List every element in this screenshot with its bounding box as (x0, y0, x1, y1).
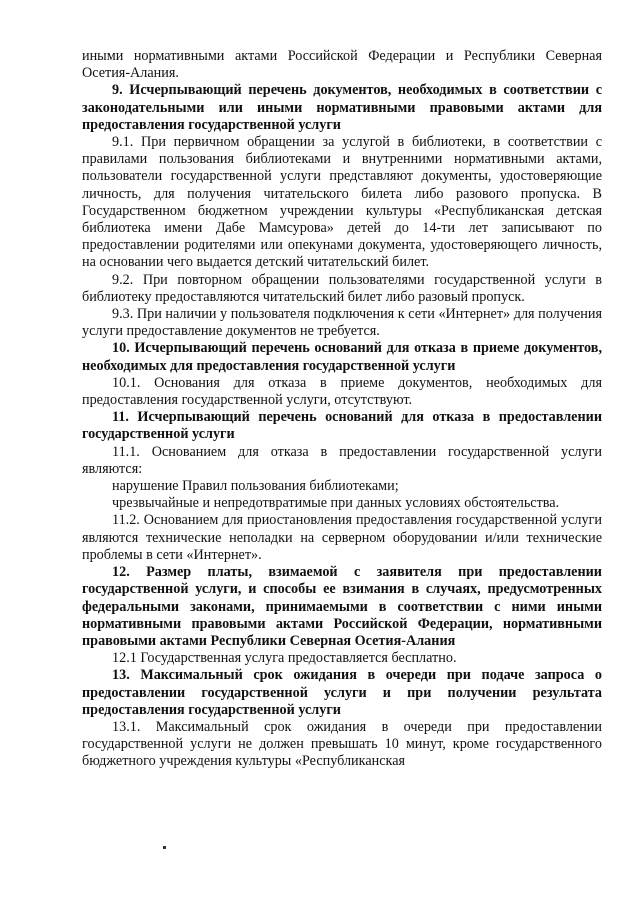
paragraph-11-2: 11.2. Основанием для приостановления предоставления государственной услуги являются технические неполадки на серверном оборудовании и/или технические проблемы в сети «Интернет». (82, 512, 602, 563)
section-heading-9: 9. Исчерпывающий перечень документов, необходимых в соответствии с законодательными или иными нормативными правовыми актами для предоставления государственной услуги (82, 82, 602, 133)
section-heading-10: 10. Исчерпывающий перечень оснований для отказа в приеме документов, необходимых для предоставления государственной услуги (82, 340, 602, 374)
paragraph-12-1: 12.1 Государственная услуга предоставляется бесплатно. (112, 650, 457, 667)
paragraph-11-1-item-2: чрезвычайные и непредотвратимые при данных условиях обстоятельства. (112, 495, 560, 512)
paragraph-11-1: 11.1. Основанием для отказа в предоставлении государственной услуги являются: (82, 443, 602, 477)
scan-speck (163, 846, 166, 849)
paragraph-10-1: 10.1. Основания для отказа в приеме документов, необходимых для предоставления государственной услуги, отсутствуют. (82, 374, 602, 409)
section-heading-13: 13. Максимальный срок ожидания в очереди при подаче запроса о предоставлении государственной услуги и при получении результата предоставления государственной услуги (82, 667, 602, 718)
paragraph-9-1: 9.1. При первичном обращении за услугой в библиотеки, в соответствии с правилами пользования библиотеками и внутренними нормативными актами, пользователи государственной услуги представляют документы, удостоверяющие личность, для получения читательского билета либо разового пропуска. В Государственном бюджетном учреждении культуры «Республиканская детская библиотека имени Дабе Мамсурова» детей до 14-ти лет записывают по предоставлении родителями или опекунами документа, удостоверяющего личность, на основании чего выдается детский читательский билет. (82, 134, 602, 271)
paragraph-continuation: иными нормативными актами Российской Федерации и Республики Северная Осетия-Алания. (82, 48, 602, 82)
paragraph-9-3: 9.3. При наличии у пользователя подключения к сети «Интернет» для получения услуги предоставление документов не требуется. (82, 306, 602, 340)
paragraph-13-1: 13.1. Максимальный срок ожидания в очереди при предоставлении государственной услуги не должен превышать 10 минут, кроме государственного бюджетного учреждения культуры «Республиканская (82, 718, 602, 770)
paragraph-11-1-item-1: нарушение Правил пользования библиотеками; (112, 478, 399, 495)
section-heading-12: 12. Размер платы, взимаемой с заявителя при предоставлении государственной услуги, и способы ее взимания в случаях, предусмотренных федеральными законами, принимаемыми в соответствии с ними иными нормативными правовыми актами Российской Федерации, нормативными правовыми актами Республики Северная Осетия-Алания (82, 564, 602, 649)
section-heading-11: 11. Исчерпывающий перечень оснований для отказа в предоставлении государственной услуги (82, 409, 602, 443)
document-page (82, 48, 602, 771)
paragraph-9-2: 9.2. При повторном обращении пользователями государственной услуги в библиотеку предоставляются читательский билет либо разовый пропуск. (82, 271, 602, 305)
